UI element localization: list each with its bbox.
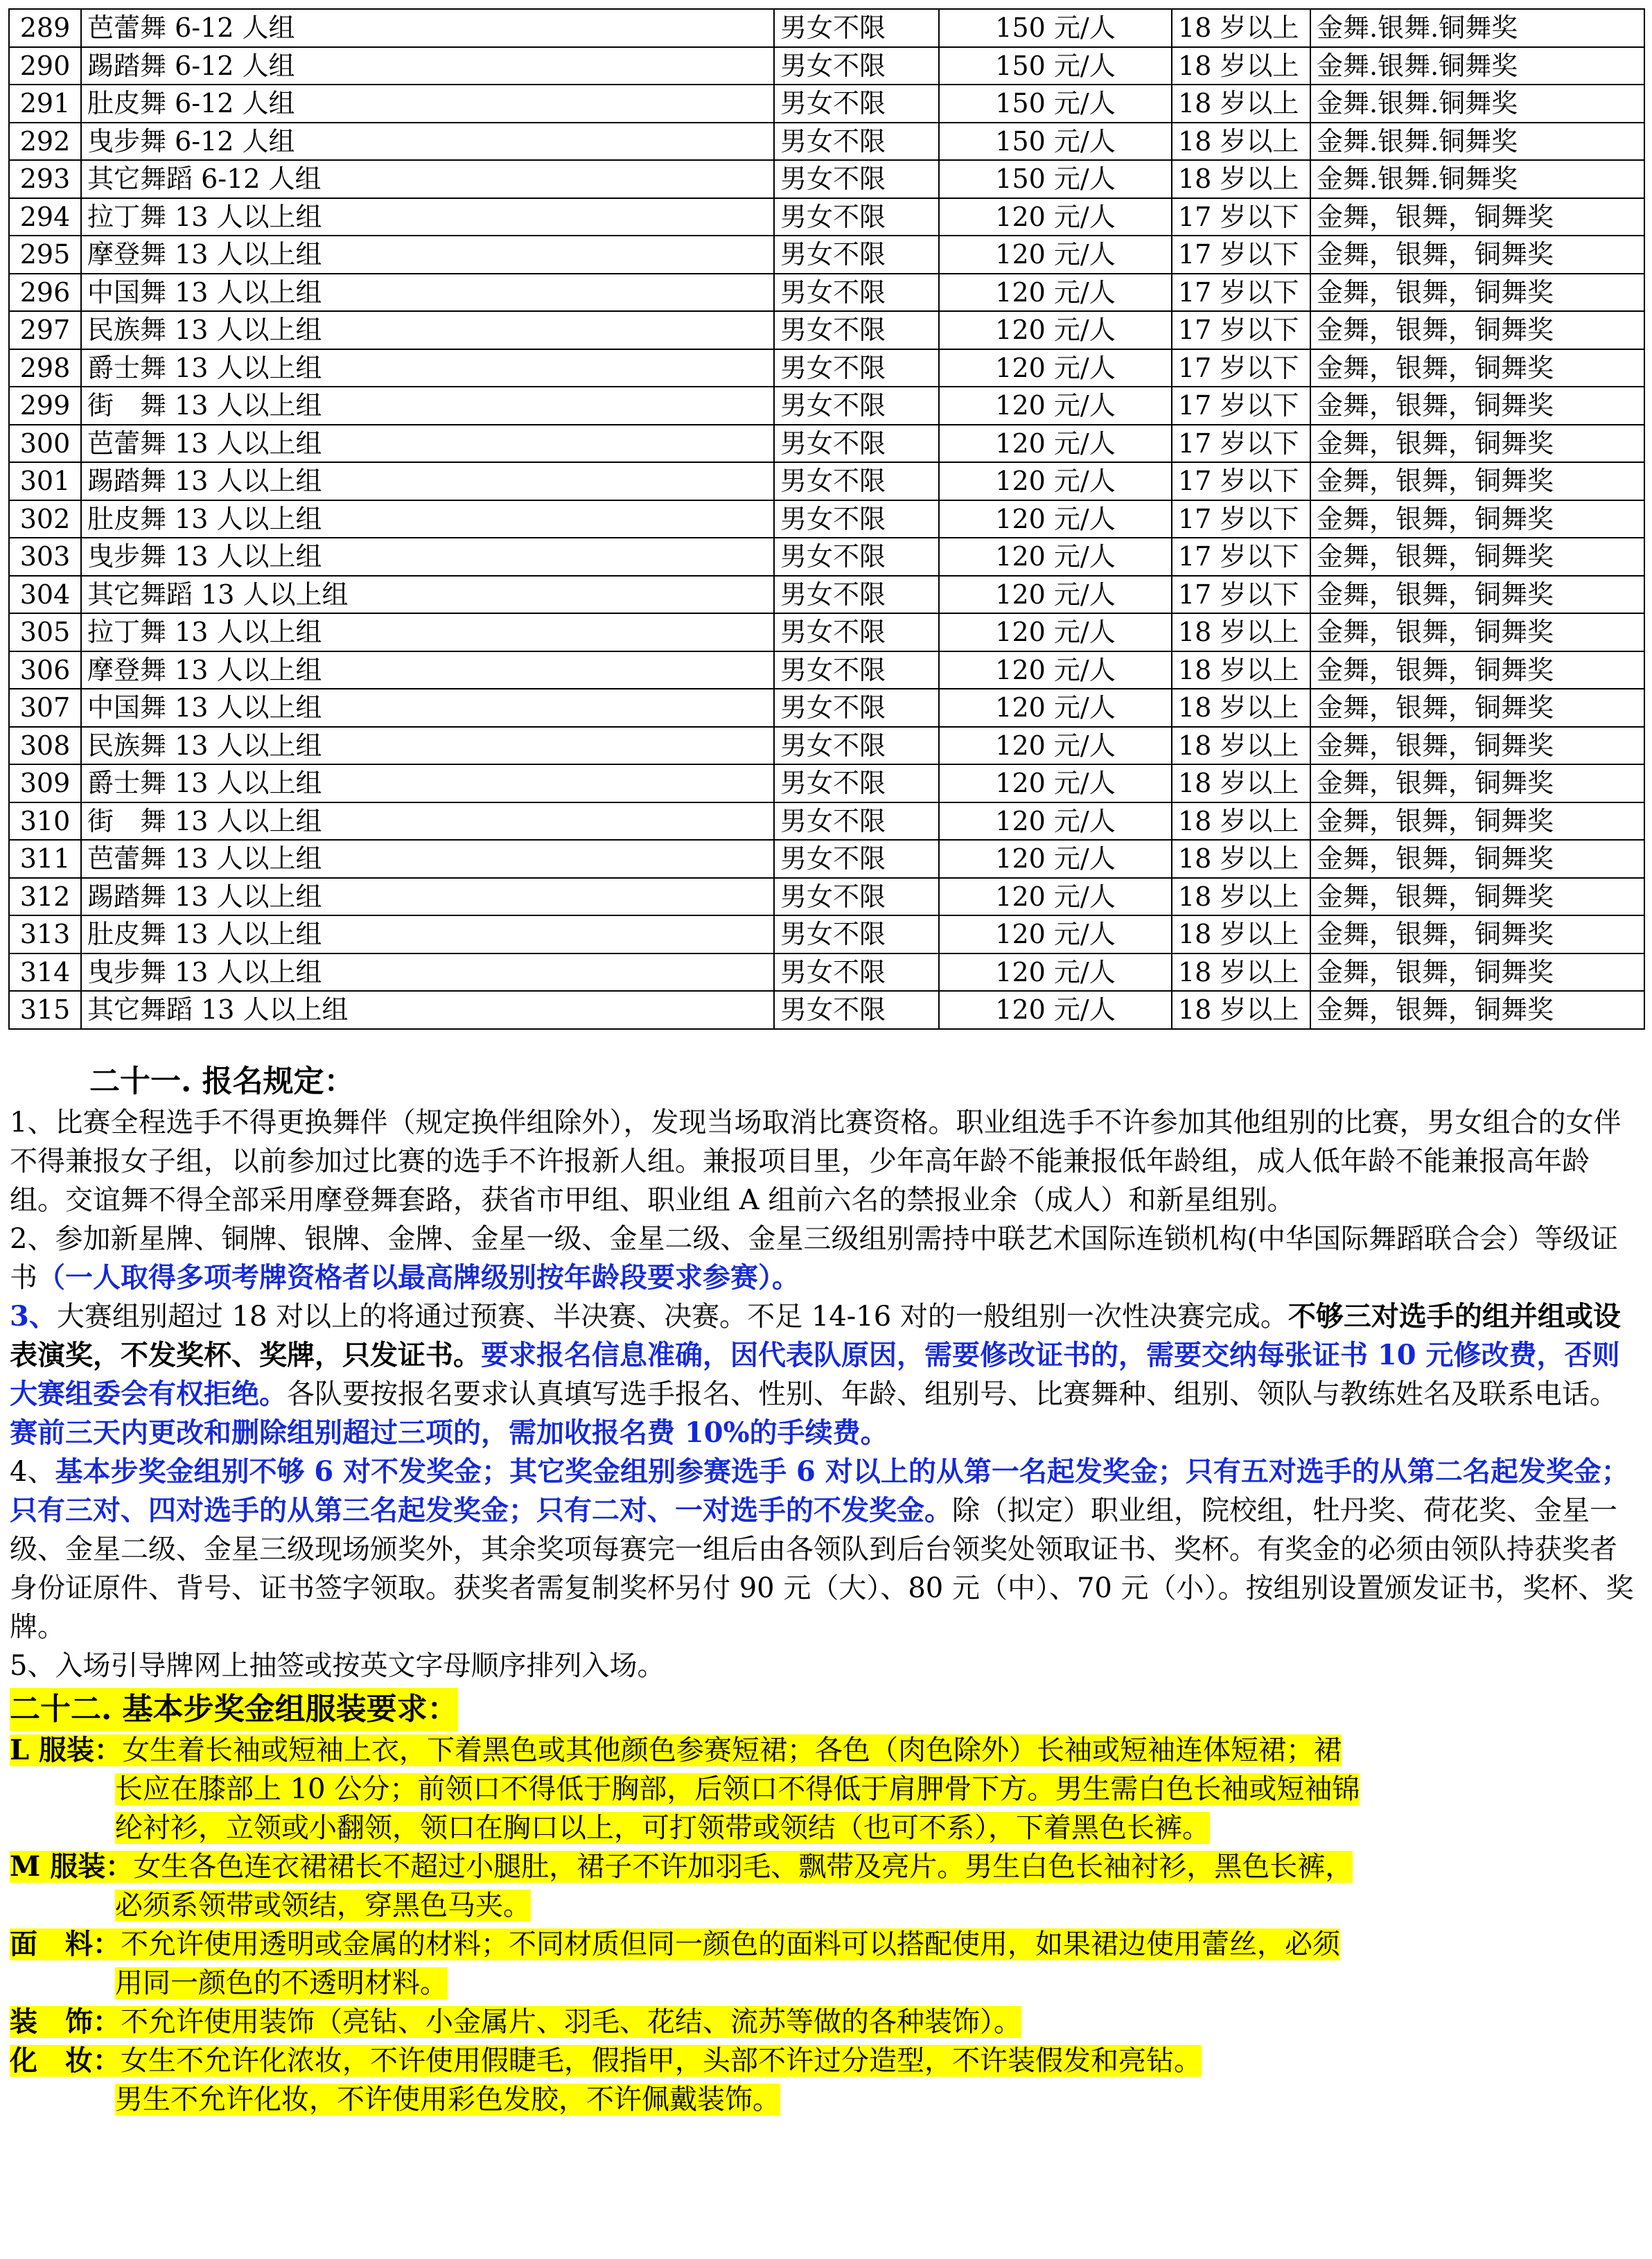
cell-name: 摩登舞 13 人以上组: [81, 236, 774, 274]
cell-num: 298: [9, 349, 81, 387]
rule-4-num: 4、: [10, 1456, 55, 1488]
cell-gender: 男女不限: [774, 953, 939, 992]
cell-award: 金舞，银舞，铜舞奖: [1310, 840, 1644, 878]
cell-name: 芭蕾舞 6-12 人组: [81, 9, 774, 47]
cell-num: 296: [9, 274, 81, 312]
rule-3-emphasis-a: 要求报名信息准确，因代表队原因，需要修改证书的，需要交纳每张证书 10 元修改费，否则大赛组委会有权拒绝。: [10, 1339, 1620, 1410]
rule-1-text: 1、比赛全程选手不得更换舞伴（规定换伴组除外），发现当场取消比赛资格。职业组选手不许参加其他组别的比赛，男女组合的女伴不得兼报女子组，以前参加过比赛的选手不许报新人组。兼报项目里，少年高年龄不能兼报低年龄组，成人低年龄不能兼报高年龄组。交谊舞不得全部采用摩登舞套路，获省市甲组、职业组 A 组前六名的禁报业余（成人）和新星组别。: [10, 1107, 1622, 1216]
cell-age: 18 岁以上: [1172, 123, 1310, 161]
cell-name: 其它舞蹈 6-12 人组: [81, 160, 774, 198]
cell-age: 17 岁以下: [1172, 274, 1310, 312]
table-row: [9, 953, 1644, 992]
cell-fee: 120 元/人: [939, 349, 1172, 387]
cell-gender: 男女不限: [774, 387, 939, 425]
cell-gender: 男女不限: [774, 462, 939, 500]
cell-num: 295: [9, 236, 81, 274]
cell-gender: 男女不限: [774, 425, 939, 463]
table-row: [9, 576, 1644, 614]
dress-l: [10, 1731, 1635, 1770]
cell-award: 金舞.银舞.铜舞奖: [1310, 85, 1644, 123]
rule-5: [10, 1646, 1635, 1685]
cell-gender: 男女不限: [774, 878, 939, 916]
table-row: [9, 613, 1644, 651]
cell-num: 302: [9, 500, 81, 538]
cell-award: 金舞，银舞，铜舞奖: [1310, 727, 1644, 765]
cell-gender: 男女不限: [774, 764, 939, 802]
cell-num: 304: [9, 576, 81, 614]
cell-award: 金舞，银舞，铜舞奖: [1310, 651, 1644, 689]
cell-award: 金舞，银舞，铜舞奖: [1310, 462, 1644, 500]
cell-num: 305: [9, 613, 81, 651]
cell-fee: 120 元/人: [939, 840, 1172, 878]
table-row: [9, 764, 1644, 802]
table-row: [9, 123, 1644, 161]
cell-fee: 120 元/人: [939, 538, 1172, 576]
cell-age: 17 岁以下: [1172, 462, 1310, 500]
cell-age: 18 岁以上: [1172, 47, 1310, 85]
table-row: [9, 915, 1644, 953]
rule-4: [10, 1452, 1635, 1646]
cell-age: 17 岁以下: [1172, 576, 1310, 614]
cell-award: 金舞，银舞，铜舞奖: [1310, 500, 1644, 538]
cell-gender: 男女不限: [774, 538, 939, 576]
cell-age: 18 岁以上: [1172, 764, 1310, 802]
cell-award: 金舞.银舞.铜舞奖: [1310, 123, 1644, 161]
dress-l-line1: 女生着长袖或短袖上衣，下着黑色或其他颜色参赛短裙；各色（肉色除外）长袖或短袖连体短裙；裙: [122, 1734, 1342, 1766]
cell-name: 肚皮舞 6-12 人组: [81, 85, 774, 123]
cell-name: 曳步舞 13 人以上组: [81, 953, 774, 992]
cell-gender: 男女不限: [774, 123, 939, 161]
cell-num: 297: [9, 311, 81, 349]
cell-fee: 120 元/人: [939, 802, 1172, 841]
fabric-label: 面 料：: [10, 1928, 121, 1960]
cell-age: 18 岁以上: [1172, 840, 1310, 878]
cell-fee: 120 元/人: [939, 425, 1172, 463]
fabric-line2: 用同一颜色的不透明材料。: [115, 1967, 448, 1999]
cell-fee: 120 元/人: [939, 236, 1172, 274]
cell-award: 金舞，银舞，铜舞奖: [1310, 991, 1644, 1029]
fabric: [10, 1925, 1635, 1964]
rule-5-text: 5、入场引导牌网上抽签或按英文字母顺序排列入场。: [10, 1650, 665, 1682]
rule-3-text-a: 大赛组别超过 18 对以上的将通过预赛、半决赛、决赛。不足 14-16 对的一般组别一次性决赛完成。: [56, 1301, 1288, 1333]
cell-age: 17 岁以下: [1172, 425, 1310, 463]
cell-gender: 男女不限: [774, 9, 939, 47]
cell-name: 中国舞 13 人以上组: [81, 689, 774, 727]
cell-num: 289: [9, 9, 81, 47]
cell-age: 18 岁以上: [1172, 651, 1310, 689]
cell-award: 金舞.银舞.铜舞奖: [1310, 47, 1644, 85]
cell-fee: 150 元/人: [939, 47, 1172, 85]
cell-gender: 男女不限: [774, 198, 939, 236]
cell-name: 中国舞 13 人以上组: [81, 274, 774, 312]
cell-age: 18 岁以上: [1172, 802, 1310, 841]
cell-name: 爵士舞 13 人以上组: [81, 349, 774, 387]
cell-name: 其它舞蹈 13 人以上组: [81, 576, 774, 614]
rule-4-emphasis: 基本步奖金组别不够 6 对不发奖金；其它奖金组别参赛选手 6 对以上的从第一名起发奖金；只有五对选手的从第二名起发奖金；只有三对、四对选手的从第三名起发奖金；只有二对、一对选手的不发奖金。: [10, 1455, 1629, 1527]
decoration-label: 装 饰：: [10, 2005, 121, 2038]
table-row: [9, 840, 1644, 878]
dress-l-label: L 服装：: [10, 1734, 123, 1766]
cell-age: 18 岁以上: [1172, 915, 1310, 953]
cell-age: 17 岁以下: [1172, 500, 1310, 538]
cell-fee: 120 元/人: [939, 576, 1172, 614]
cell-award: 金舞，银舞，铜舞奖: [1310, 802, 1644, 841]
rule-3-num: 3、: [10, 1300, 57, 1333]
table-row: [9, 198, 1644, 236]
cell-fee: 120 元/人: [939, 613, 1172, 651]
cell-gender: 男女不限: [774, 236, 939, 274]
rule-2-emphasis: （一人取得多项考牌资格者以最高牌级别按年龄段要求参赛）。: [37, 1261, 800, 1294]
cell-name: 摩登舞 13 人以上组: [81, 651, 774, 689]
table-row: [9, 160, 1644, 198]
decoration: [10, 2003, 1635, 2041]
dress-m: [10, 1847, 1635, 1886]
dress-l-line3: 纶衬衫，立领或小翻领，领口在胸口以上，可打领带或领结（也可不系），下着黑色长裤。: [115, 1812, 1210, 1844]
cell-num: 306: [9, 651, 81, 689]
cell-gender: 男女不限: [774, 311, 939, 349]
cell-gender: 男女不限: [774, 991, 939, 1029]
cell-gender: 男女不限: [774, 160, 939, 198]
cell-age: 18 岁以上: [1172, 85, 1310, 123]
cell-award: 金舞，银舞，铜舞奖: [1310, 576, 1644, 614]
dress-m-line2: 必须系领带或领结，穿黑色马夹。: [115, 1890, 531, 1922]
table-body: [9, 9, 1644, 1029]
cell-age: 18 岁以上: [1172, 878, 1310, 916]
table-row: [9, 236, 1644, 274]
cell-num: 290: [9, 47, 81, 85]
cell-fee: 150 元/人: [939, 123, 1172, 161]
makeup-line2: 男生不允许化妆，不许使用彩色发胶，不许佩戴装饰。: [115, 2084, 780, 2116]
section22-title: 二十二. 基本步奖金组服装要求：: [10, 1688, 458, 1731]
cell-name: 街 舞 13 人以上组: [81, 802, 774, 841]
cell-fee: 120 元/人: [939, 274, 1172, 312]
rule-2-text: 2、参加新星牌、铜牌、银牌、金牌、金星一级、金星二级、金星三级组别需持中联艺术国际连锁机构(中华国际舞蹈联合会）等级证书: [10, 1223, 1619, 1294]
cell-fee: 120 元/人: [939, 953, 1172, 992]
table-row: [9, 689, 1644, 727]
rule-1: [10, 1103, 1635, 1220]
cell-age: 18 岁以上: [1172, 727, 1310, 765]
table-row: [9, 878, 1644, 916]
cell-award: 金舞.银舞.铜舞奖: [1310, 9, 1644, 47]
cell-num: 303: [9, 538, 81, 576]
registration-table: [8, 8, 1645, 1030]
cell-gender: 男女不限: [774, 349, 939, 387]
makeup: [10, 2041, 1635, 2080]
cell-gender: 男女不限: [774, 576, 939, 614]
cell-gender: 男女不限: [774, 274, 939, 312]
cell-gender: 男女不限: [774, 651, 939, 689]
rule-3-emphasis-b: 赛前三天内更改和删除组别超过三项的，需加收报名费 10%的手续费。: [10, 1416, 888, 1449]
cell-name: 芭蕾舞 13 人以上组: [81, 425, 774, 463]
rule-3-text-b: 各队要按报名要求认真填写选手报名、性别、年龄、组别号、比赛舞种、组别、领队与教练姓名及联系电话。: [287, 1378, 1617, 1410]
cell-age: 18 岁以上: [1172, 613, 1310, 651]
cell-fee: 150 元/人: [939, 85, 1172, 123]
cell-fee: 150 元/人: [939, 160, 1172, 198]
cell-name: 爵士舞 13 人以上组: [81, 764, 774, 802]
cell-age: 18 岁以上: [1172, 991, 1310, 1029]
cell-award: 金舞，银舞，铜舞奖: [1310, 198, 1644, 236]
rule-3: [10, 1297, 1635, 1452]
cell-fee: 120 元/人: [939, 878, 1172, 916]
cell-num: 301: [9, 462, 81, 500]
cell-num: 311: [9, 840, 81, 878]
cell-fee: 120 元/人: [939, 198, 1172, 236]
cell-fee: 120 元/人: [939, 387, 1172, 425]
cell-num: 300: [9, 425, 81, 463]
rule-3-bold: 不够三对选手的组并组或设表演奖，不发奖杯、奖牌，只发证书。: [10, 1300, 1621, 1371]
table-row: [9, 9, 1644, 47]
cell-award: 金舞，银舞，铜舞奖: [1310, 538, 1644, 576]
cell-name: 曳步舞 6-12 人组: [81, 123, 774, 161]
cell-name: 芭蕾舞 13 人以上组: [81, 840, 774, 878]
cell-num: 291: [9, 85, 81, 123]
section21-title: 二十一. 报名规定：: [89, 1064, 355, 1099]
cell-gender: 男女不限: [774, 85, 939, 123]
cell-num: 292: [9, 123, 81, 161]
cell-award: 金舞，银舞，铜舞奖: [1310, 878, 1644, 916]
cell-num: 314: [9, 953, 81, 992]
cell-num: 294: [9, 198, 81, 236]
rules-text: [10, 1060, 1635, 2119]
table-row: [9, 538, 1644, 576]
dress-l-line2: 长应在膝部上 10 公分；前领口不得低于胸部，后领口不得低于肩胛骨下方。男生需白色长袖或短袖锦: [115, 1773, 1360, 1805]
cell-fee: 120 元/人: [939, 764, 1172, 802]
cell-fee: 120 元/人: [939, 311, 1172, 349]
cell-name: 踢踏舞 13 人以上组: [81, 462, 774, 500]
rule-4-text: 除（拟定）职业组，院校组，牡丹奖、荷花奖、金星一级、金星二级、金星三级现场颁奖外，其余奖项每赛完一组后由各领队到后台领奖处领取证书、奖杯。有奖金的必须由领队持获奖者身份证原件、背号、证书签字领取。获奖者需复制奖杯另付 90 元（大）、80 元（中）、70 元（小）。按组别设置颁发证书，奖杯、奖牌。: [10, 1495, 1634, 1643]
cell-name: 拉丁舞 13 人以上组: [81, 198, 774, 236]
cell-fee: 120 元/人: [939, 689, 1172, 727]
table-row: [9, 387, 1644, 425]
cell-name: 肚皮舞 13 人以上组: [81, 500, 774, 538]
cell-num: 307: [9, 689, 81, 727]
table-row: [9, 274, 1644, 312]
table-row: [9, 727, 1644, 765]
cell-name: 肚皮舞 13 人以上组: [81, 915, 774, 953]
cell-award: 金舞，银舞，铜舞奖: [1310, 953, 1644, 992]
table-row: [9, 651, 1644, 689]
cell-award: 金舞.银舞.铜舞奖: [1310, 160, 1644, 198]
makeup-label: 化 妆：: [10, 2044, 121, 2077]
dress-m-line1: 女生各色连衣裙裙长不超过小腿肚，裙子不许加羽毛、飘带及亮片。男生白色长袖衬衫，黑色长裤，: [133, 1851, 1353, 1883]
cell-age: 18 岁以上: [1172, 689, 1310, 727]
table-row: [9, 349, 1644, 387]
makeup-line1: 女生不允许化浓妆，不许使用假睫毛，假指甲，头部不许过分造型，不许装假发和亮钻。: [121, 2045, 1202, 2077]
cell-num: 310: [9, 802, 81, 841]
cell-fee: 120 元/人: [939, 915, 1172, 953]
cell-name: 曳步舞 13 人以上组: [81, 538, 774, 576]
cell-award: 金舞，银舞，铜舞奖: [1310, 236, 1644, 274]
cell-num: 315: [9, 991, 81, 1029]
cell-fee: 120 元/人: [939, 500, 1172, 538]
cell-gender: 男女不限: [774, 689, 939, 727]
cell-age: 18 岁以上: [1172, 953, 1310, 992]
cell-gender: 男女不限: [774, 613, 939, 651]
cell-award: 金舞，银舞，铜舞奖: [1310, 274, 1644, 312]
cell-award: 金舞，银舞，铜舞奖: [1310, 425, 1644, 463]
cell-award: 金舞，银舞，铜舞奖: [1310, 764, 1644, 802]
decoration-line1: 不允许使用装饰（亮钻、小金属片、羽毛、花结、流苏等做的各种装饰）。: [121, 2006, 1021, 2038]
table-row: [9, 802, 1644, 841]
cell-age: 17 岁以下: [1172, 538, 1310, 576]
cell-award: 金舞，银舞，铜舞奖: [1310, 311, 1644, 349]
cell-gender: 男女不限: [774, 47, 939, 85]
cell-gender: 男女不限: [774, 840, 939, 878]
table-row: [9, 85, 1644, 123]
cell-gender: 男女不限: [774, 727, 939, 765]
cell-name: 民族舞 13 人以上组: [81, 727, 774, 765]
cell-award: 金舞，银舞，铜舞奖: [1310, 387, 1644, 425]
cell-gender: 男女不限: [774, 500, 939, 538]
cell-num: 313: [9, 915, 81, 953]
cell-num: 312: [9, 878, 81, 916]
cell-award: 金舞，银舞，铜舞奖: [1310, 689, 1644, 727]
cell-fee: 120 元/人: [939, 462, 1172, 500]
table-row: [9, 991, 1644, 1029]
cell-fee: 120 元/人: [939, 991, 1172, 1029]
table-row: [9, 462, 1644, 500]
cell-award: 金舞，银舞，铜舞奖: [1310, 915, 1644, 953]
cell-fee: 120 元/人: [939, 651, 1172, 689]
cell-name: 街 舞 13 人以上组: [81, 387, 774, 425]
cell-num: 299: [9, 387, 81, 425]
cell-name: 拉丁舞 13 人以上组: [81, 613, 774, 651]
cell-num: 293: [9, 160, 81, 198]
cell-age: 17 岁以下: [1172, 387, 1310, 425]
cell-age: 17 岁以下: [1172, 311, 1310, 349]
rule-2: [10, 1220, 1635, 1297]
cell-gender: 男女不限: [774, 915, 939, 953]
cell-award: 金舞，银舞，铜舞奖: [1310, 349, 1644, 387]
cell-num: 309: [9, 764, 81, 802]
cell-name: 其它舞蹈 13 人以上组: [81, 991, 774, 1029]
cell-fee: 120 元/人: [939, 727, 1172, 765]
cell-name: 踢踏舞 13 人以上组: [81, 878, 774, 916]
table-row: [9, 500, 1644, 538]
cell-age: 17 岁以下: [1172, 236, 1310, 274]
cell-award: 金舞，银舞，铜舞奖: [1310, 613, 1644, 651]
cell-num: 308: [9, 727, 81, 765]
table-row: [9, 47, 1644, 85]
table-row: [9, 311, 1644, 349]
cell-name: 踢踏舞 6-12 人组: [81, 47, 774, 85]
cell-name: 民族舞 13 人以上组: [81, 311, 774, 349]
cell-gender: 男女不限: [774, 802, 939, 841]
cell-fee: 150 元/人: [939, 9, 1172, 47]
cell-age: 17 岁以下: [1172, 349, 1310, 387]
cell-age: 18 岁以上: [1172, 160, 1310, 198]
table-row: [9, 425, 1644, 463]
cell-age: 18 岁以上: [1172, 9, 1310, 47]
fabric-line1: 不允许使用透明或金属的材料；不同材质但同一颜色的面料可以搭配使用，如果裙边使用蕾丝，必须: [121, 1928, 1340, 1960]
dress-m-label: M 服装：: [10, 1850, 134, 1883]
cell-age: 17 岁以下: [1172, 198, 1310, 236]
